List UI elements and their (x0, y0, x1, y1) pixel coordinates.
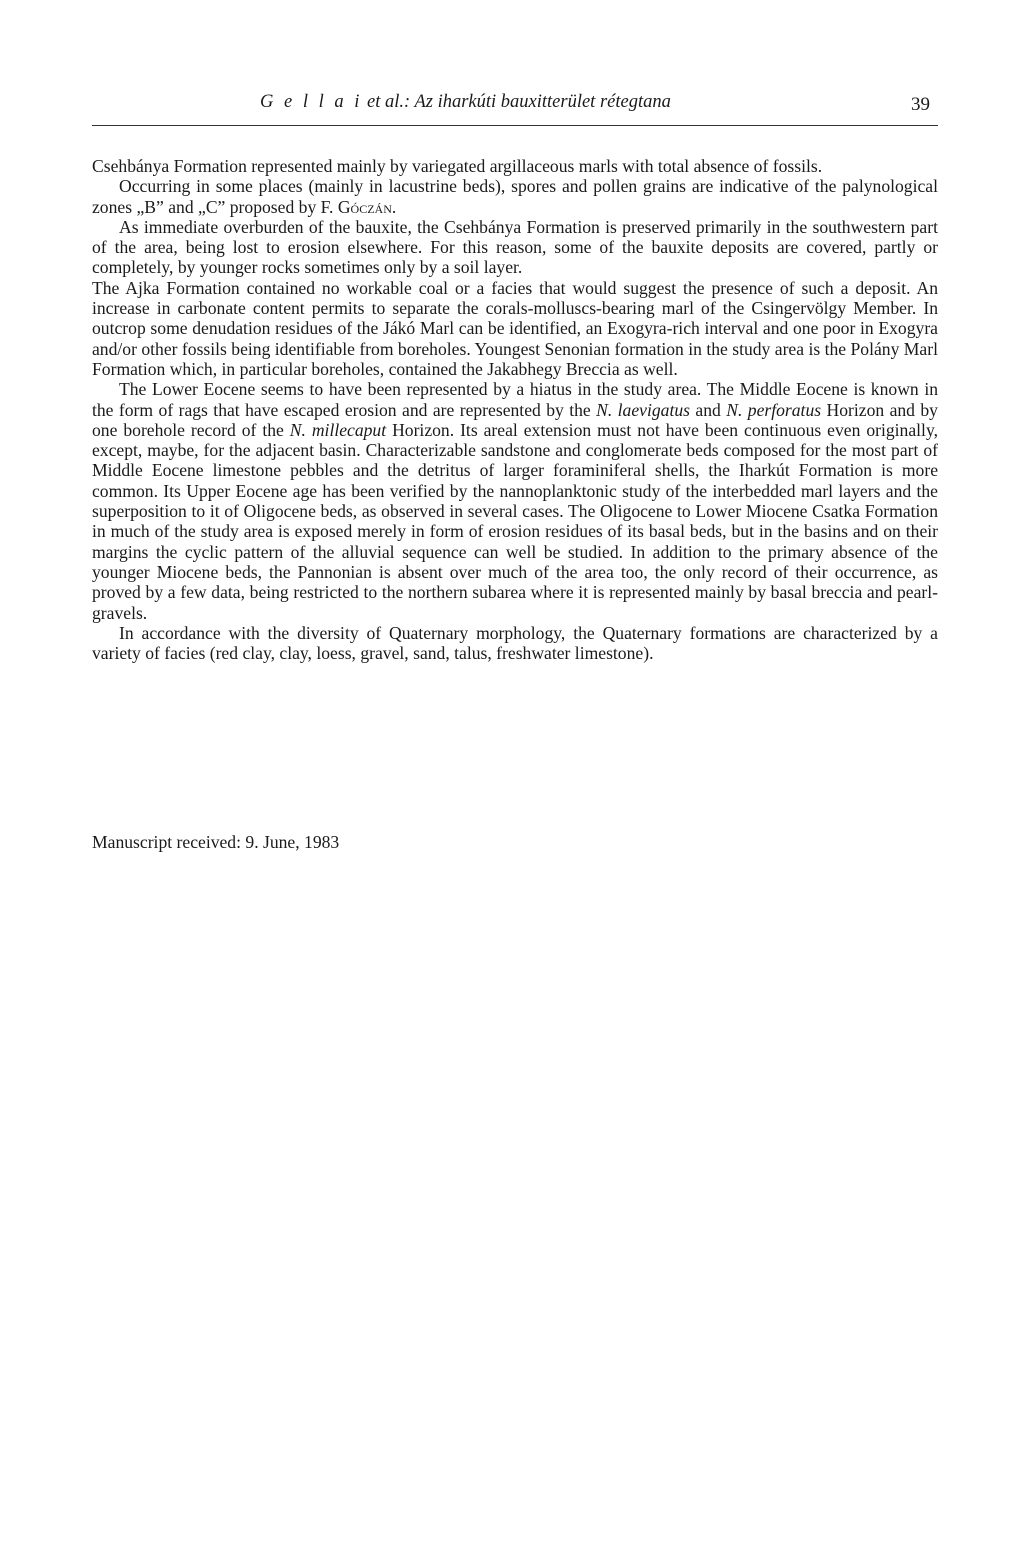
running-title (260, 92, 671, 113)
paragraph-text: Horizon. Its areal extension must not have been continuous even originally, except, maybe, for the adjacent basin. Characterizable sandstone and conglomerate beds composed for the most part of Middle Eocene limestone pebbles and the detritus of larger foraminiferal shells, the Iharkút Formation is more common. Its Upper Eocene age has been verified by the nannoplanktonic study of the interbedded marl layers and the superposition to it of Oligocene beds, as observed in several cases. The Oligocene to Lower Miocene Csatka Formation in much of the study area is exposed merely in form of erosion residues of its basal beds, but in the basins and on their margins the cyclic pattern of the alluvial sequence can well be studied. In addition to the primary absence of the younger Miocene beds, the Pannonian is absent over much of the area too, the only record of their occurrence, as proved by a few data, being restricted to the northern subarea where it is represented mainly by basal breccia and pearl-gravels. (92, 419, 938, 623)
paragraph-text: As immediate overburden of the bauxite, the Csehbánya Formation is preserved primarily in the southwestern part of the area, being lost to erosion elsewhere. For this reason, some of the bauxite deposits are covered, partly or completely, by younger rocks sometimes only by a soil layer. (92, 216, 938, 278)
taxon-name: N. perforatus (726, 399, 822, 420)
author-name: Góczán (337, 196, 392, 217)
paragraph-text: Horizon and by one borehole record of the (92, 399, 938, 440)
header-rule (92, 125, 938, 126)
paragraph (92, 623, 938, 664)
paragraph-text: The Ajka Formation contained no workable coal or a facies that would suggest the presence of such a deposit. An increase in carbonate content permits to separate the corals-molluscs-bearing marl of the Csingervölgy Member. In outcrop some denudation residues of the Jákó Marl can be identified, an Exogyra-rich interval and one poor in Exogyra and/or other fossils being identifiable from boreholes. Youngest Senonian formation in the study area is the Polány Marl Formation which, in particular boreholes, contained the Jakabhegy Breccia as well. (92, 277, 938, 379)
running-head (92, 92, 938, 132)
paragraph-text: Occurring in some places (mainly in lacustrine beds), spores and pollen grains are indicative of the palynological zones „B” and „C” proposed by F. (92, 176, 938, 217)
running-title-author: G e l l a i (260, 92, 363, 112)
paragraph (92, 156, 938, 176)
running-title-text: : Az iharkúti bauxitterület rétegtana (404, 92, 671, 112)
paragraph-text: In accordance with the diversity of Quaternary morphology, the Quaternary formations are characterized by a variety of facies (red clay, clay, loess, gravel, sand, talus, freshwater limestone). (92, 622, 938, 664)
paragraph-text: . (391, 196, 397, 217)
paragraph-text: and (690, 399, 727, 420)
paragraph (92, 278, 938, 379)
taxon-name: N. laevigatus (596, 399, 690, 420)
paragraph-text: Csehbánya Formation represented mainly by variegated argillaceous marls with total absence of fossils. (92, 156, 823, 176)
paragraph (92, 176, 938, 217)
article-body (92, 156, 938, 663)
paragraph-text: The Lower Eocene seems to have been represented by a hiatus in the study area. The Middle Eocene is known in the form of rags that have escaped erosion and are represented by the (92, 379, 938, 420)
taxon-name: N. millecaput (289, 419, 387, 440)
running-title-etal: et al. (367, 92, 404, 112)
paragraph (92, 217, 938, 278)
paragraph (92, 379, 938, 623)
page-number: 39 (911, 94, 930, 115)
manuscript-received: Manuscript received: 9. June, 1983 (92, 832, 340, 852)
